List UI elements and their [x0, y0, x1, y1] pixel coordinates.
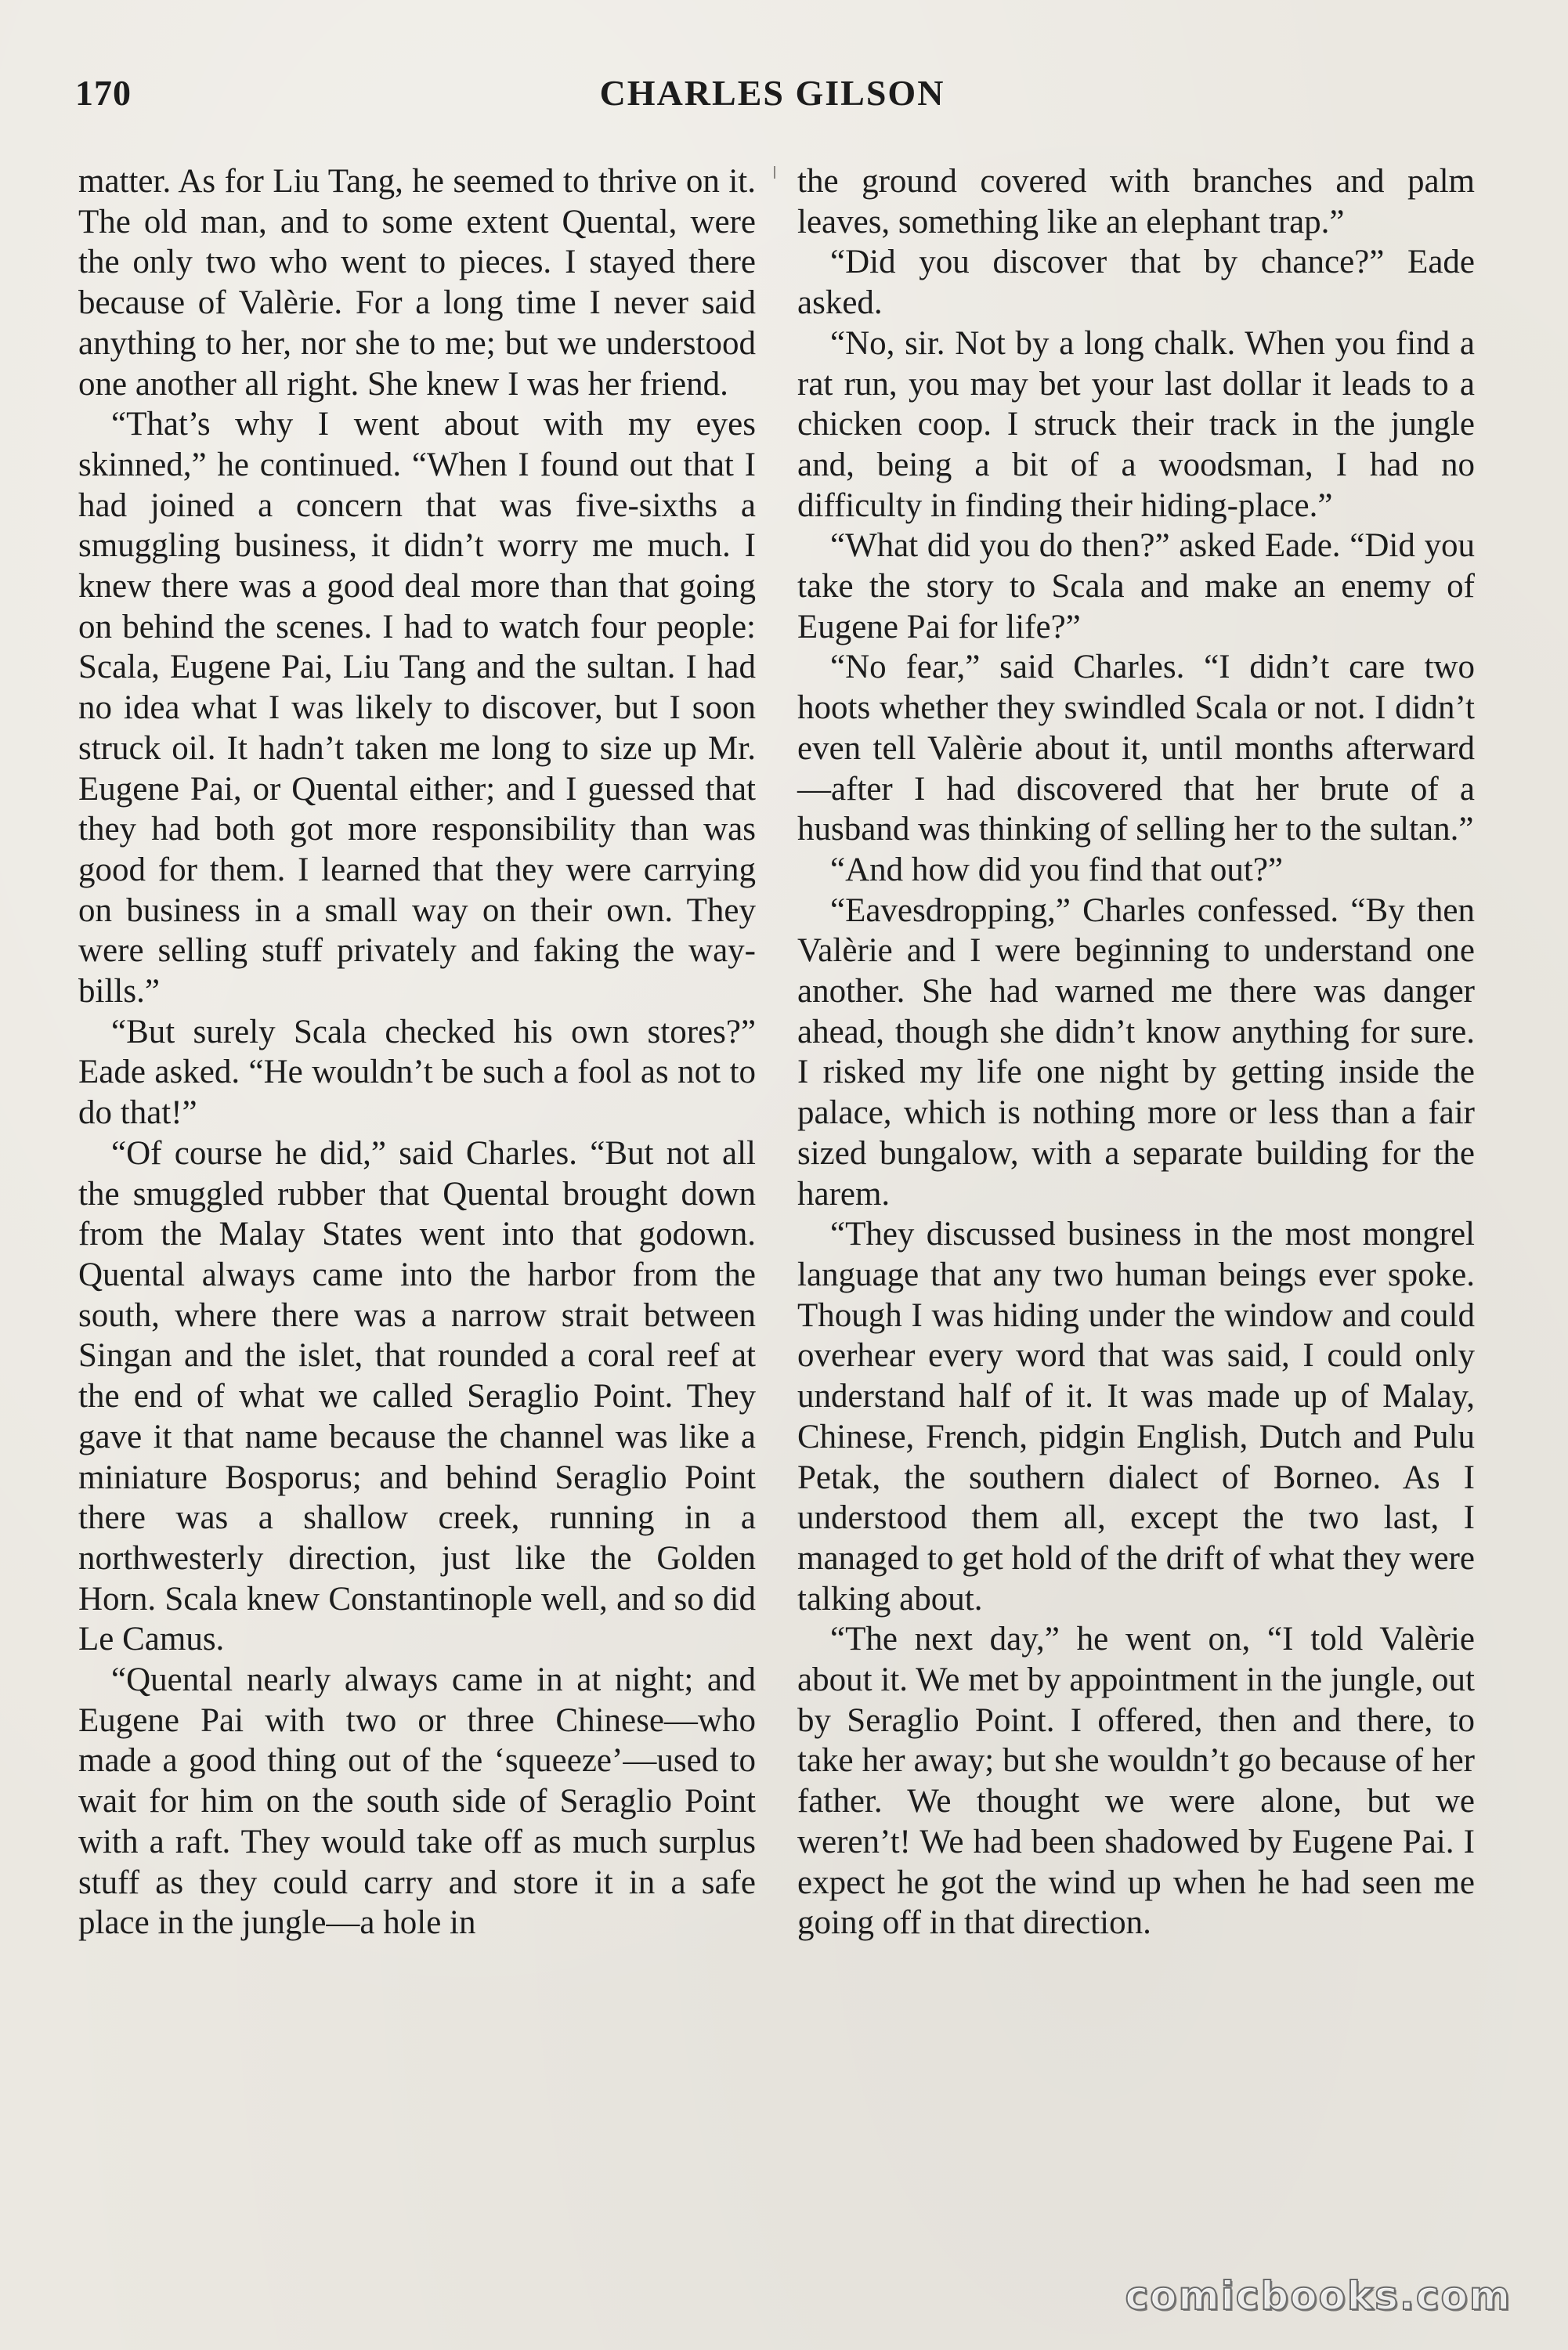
paragraph: “Eavesdropping,” Charles confessed. “By then Valèrie and I were beginning to understand one another. She had warned me there was danger ahead, though she didn’t know anything for sure. I risked my life one night by getting inside the palace, which is nothing more or less than a fair sized bungalow, with a separate building for the harem. [797, 891, 1475, 1213]
page-header [75, 72, 1469, 127]
paragraph: “But surely Scala checked his own stores?” Eade asked. “He wouldn’t be such a fool as not to do that!” [78, 1013, 756, 1132]
paragraph: “What did you do then?” asked Eade. “Did you take the story to Scala and make an enemy of Eugene Pai for life?” [797, 527, 1475, 645]
paragraph: “And how did you find that out?” [830, 851, 1284, 888]
watermark-logo: comicbooks.com [1125, 2273, 1512, 2319]
column-divider [774, 166, 775, 179]
paragraph: “Did you discover that by chance?” Eade asked. [797, 244, 1475, 322]
paragraph: “No, sir. Not by a long chalk. When you find a rat run, you may bet your last dollar it leads to a chicken coop. I struck their track in the jungle and, being a bit of a woodsman, I had no difficulty in finding their hiding-place.” [797, 324, 1475, 524]
paragraph: “No fear,” said Charles. “I didn’t care two hoots whether they swindled Scala or not. I didn’t even tell Valèrie about it, until months afterward—after I had discovered that her brute of a husband was thinking of selling her to the sultan.” [797, 649, 1475, 848]
text-column-left [78, 161, 756, 2276]
paragraph: matter. As for Liu Tang, he seemed to thrive on it. The old man, and to some extent Quental, were the only two who went to pieces. I stayed there because of Valèrie. For a long time I never said anything to her, nor she to me; but we understood one another all right. She knew I was her friend. [78, 163, 756, 403]
paragraph: “The next day,” he went on, “I told Valèrie about it. We met by appointment in the jungle, out by Seraglio Point. I offered, then and there, to take her away; but she wouldn’t go because of her father. We thought we were alone, but we weren’t! We had been shadowed by Eugene Pai. I expect he got the wind up when he had seen me going off in that direction. [797, 1621, 1475, 1942]
paragraph: “That’s why I went about with my eyes skinned,” he continued. “When I found out that I had joined a concern that was five-sixths a smuggling business, it didn’t worry me much. I knew there was a good deal more than that going on behind the scenes. I had to watch four people: Scala, Eugene Pai, Liu Tang and the sultan. I had no idea what I was likely to discover, but I soon struck oil. It hadn’t taken me long to size up Mr. Eugene Pai, or Quental either; and I guessed that they had both got more responsibility than was good for them. I learned that they were carrying on business in a small way on their own. They were selling stuff privately and faking the way-bills.” [78, 406, 756, 1010]
paragraph: “They discussed business in the most mongrel language that any two human beings ever spoke. Though I was hiding under the window and could overhear every word that was said, I could only understand half of it. It was made up of Malay, Chinese, French, pidgin English, Dutch and Pulu Petak, the southern dialect of Borneo. As I understood them all, except the two last, I managed to get hold of the drift of what they were talking about. [797, 1216, 1475, 1618]
page-number: 170 [75, 73, 132, 113]
text-column-right [797, 161, 1475, 2276]
paragraph: the ground covered with branches and palm leaves, something like an elephant trap.” [797, 163, 1475, 240]
running-head: CHARLES GILSON [599, 73, 945, 113]
paragraph: “Quental nearly always came in at night; and Eugene Pai with two or three Chinese—who made a good thing out of the ‘squeeze’—used to wait for him on the south side of Seraglio Point with a raft. They would take off as much surplus stuff as they could carry and store it in a safe place in the jungle—a hole in [78, 1661, 756, 1942]
paragraph: “Of course he did,” said Charles. “But not all the smuggled rubber that Quental brought down from the Malay States went into that godown. Quental always came into the harbor from the south, where there was a narrow strait between Singan and the islet, that rounded a coral reef at the end of what we called Seraglio Point. They gave it that name because the channel was like a miniature Bosporus; and behind Seraglio Point there was a shallow creek, running in a northwesterly direction, just like the Golden Horn. Scala knew Constantinople well, and so did Le Camus. [78, 1134, 756, 1658]
